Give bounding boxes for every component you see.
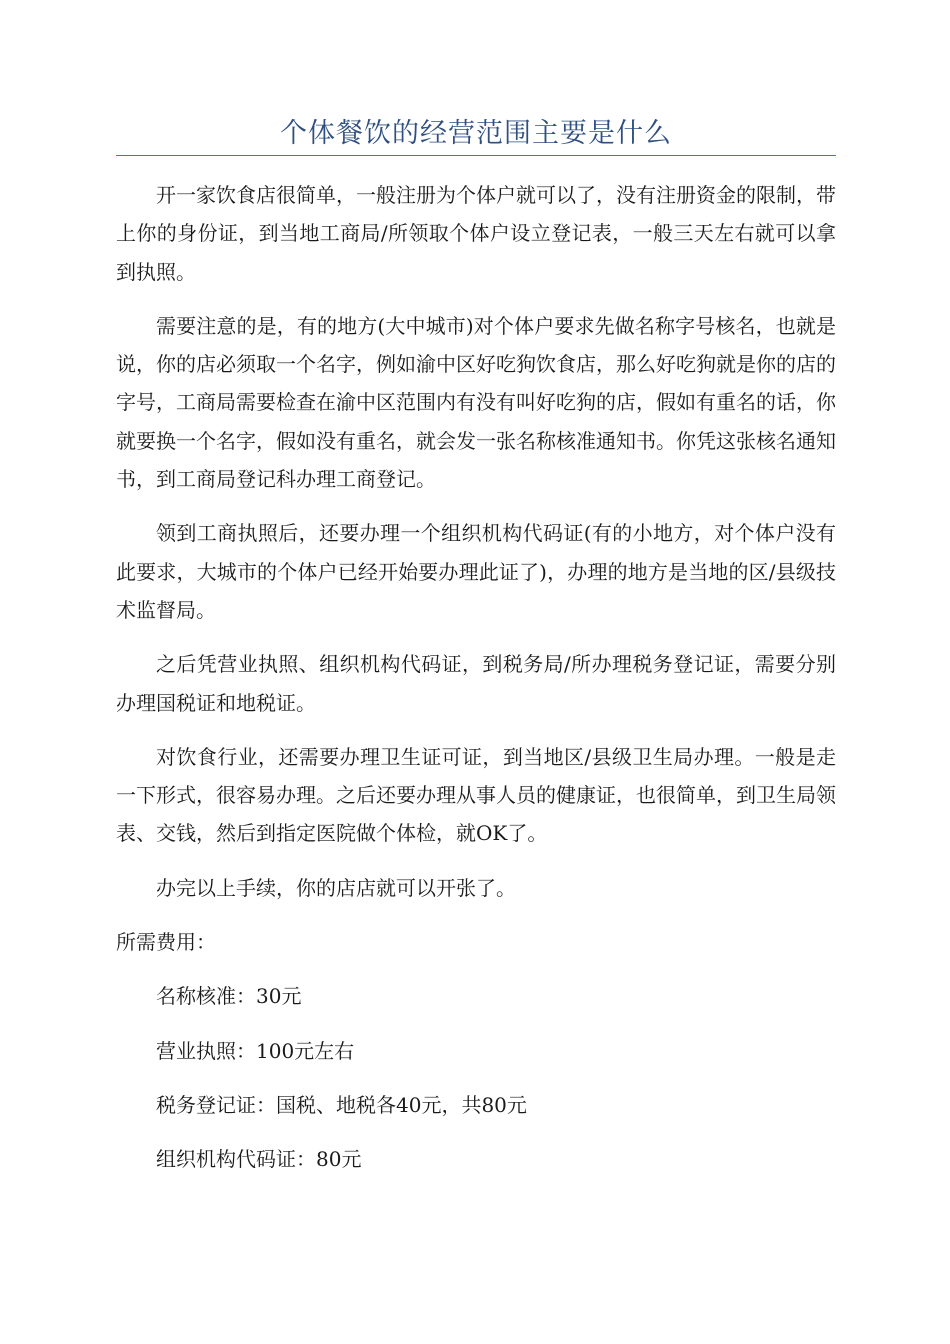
- document-page: [116, 0, 836, 1195]
- paragraph-tax-registration: 之后凭营业执照、组织机构代码证，到税务局/所办理税务登记证，需要分别办理国税证和地税证。: [116, 652, 836, 715]
- fee-item-business-license: 营业执照：100元左右: [156, 1038, 355, 1063]
- paragraph-name-check: 需要注意的是，有的地方(大中城市)对个体户要求先做名称字号核名，也就是说，你的店必须取一个名字，例如渝中区好吃狗饮食店，那么好吃狗就是你的店的字号，工商局需要检查在渝中区范围内有没有叫好吃狗的店，假如有重名的话，你就要换一个名字，假如没有重名，就会发一张名称核准通知书。你凭这张核名通知书，到工商局登记科办理工商登记。: [116, 313, 836, 492]
- fee-item-organization-code: 组织机构代码证：80元: [156, 1147, 362, 1172]
- paragraph-organization-code: 领到工商执照后，还要办理一个组织机构代码证(有的小地方，对个体户没有此要求，大城市的个体户已经开始要办理此证了)，办理的地方是当地的区/县级技术监督局。: [116, 521, 836, 622]
- fee-item-name-approval: 名称核准：30元: [156, 984, 302, 1009]
- document-body: [116, 176, 836, 1179]
- fee-item-tax-registration: 税务登记证：国税、地税各40元，共80元: [156, 1092, 527, 1117]
- document-title: 个体餐饮的经营范围主要是什么: [280, 118, 672, 149]
- fees-heading: 所需费用：: [116, 930, 216, 955]
- paragraph-health-permit: 对饮食行业，还需要办理卫生证可证，到当地区/县级卫生局办理。一般是走一下形式，很容易办理。之后还要办理从事人员的健康证，也很简单，到卫生局领表、交钱，然后到指定医院做个体检，就OK了。: [116, 744, 836, 846]
- title-underline: [116, 155, 836, 156]
- paragraph-registration: 开一家饮食店很简单，一般注册为个体户就可以了，没有注册资金的限制，带上你的身份证，到当地工商局/所领取个体户设立登记表，一般三天左右就可以拿到执照。: [116, 183, 836, 284]
- paragraph-opening: 办完以上手续，你的店店就可以开张了。: [156, 875, 516, 900]
